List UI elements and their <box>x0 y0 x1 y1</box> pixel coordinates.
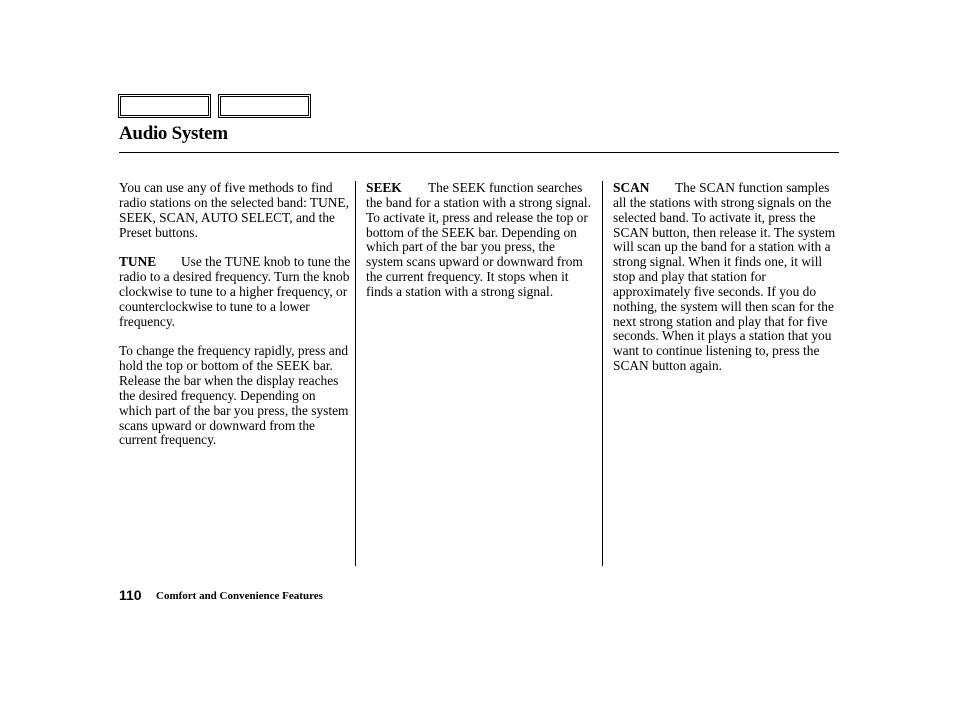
seek-paragraph <box>366 181 594 300</box>
seek-text: The SEEK function searches the band for a station with a strong signal. To activate it, press and release the top or bottom of the SEEK bar. Depending on which part of the bar you press, the system scans upward or downward from the current frequency. It stops when it finds a station with a strong signal. <box>366 180 591 299</box>
rapid-tune-paragraph: To change the frequency rapidly, press and hold the top or bottom of the SEEK bar. Release the bar when the display reaches the desired frequency. Depending on which part of the bar you press, the system scans upward or downward from the current frequency. <box>119 343 349 448</box>
page-title: Audio System <box>119 123 228 144</box>
tune-term: TUNE <box>119 254 157 270</box>
left-column <box>119 181 351 463</box>
right-column <box>613 181 843 389</box>
scan-paragraph <box>613 181 843 374</box>
tune-text: Use the TUNE knob to tune the radio to a desired frequency. Turn the knob clockwise to tune to a higher frequency, or counterclockwise to tune to a lower frequency. <box>119 254 351 329</box>
page-number: 110 <box>119 587 142 603</box>
scan-term: SCAN <box>613 180 650 195</box>
scan-text: The SCAN function samples all the stations with strong signals on the selected band. To activate it, press the SCAN button, then release it. The system will scan up the band for a station with a strong signal. When it finds one, it will stop and play that station for approximately five seconds. If you do nothing, the system will then scan for the next strong station and play that for five seconds. When it plays a station that you want to continue listening to, press the SCAN button again. <box>613 180 836 374</box>
middle-column <box>366 181 594 315</box>
tune-paragraph <box>119 255 351 329</box>
column-divider <box>355 181 356 566</box>
title-rule <box>119 152 839 153</box>
intro-paragraph: You can use any of five methods to find radio stations on the selected band: TUNE, SEEK, SCAN, AUTO SELECT, and the Preset buttons. <box>119 180 349 240</box>
section-name: Comfort and Convenience Features <box>156 590 323 602</box>
column-divider <box>602 181 603 566</box>
nav-next-button[interactable] <box>218 94 311 118</box>
seek-term: SEEK <box>366 180 402 195</box>
nav-prev-button[interactable] <box>118 94 211 118</box>
